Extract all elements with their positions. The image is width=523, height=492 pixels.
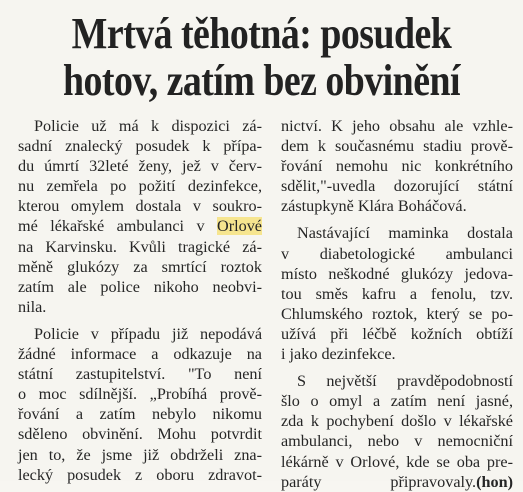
headline-line-1: Mrtvá těhotná: posudek [71,9,452,58]
paragraph-3 [281,116,513,216]
author-signature: (hon) [476,472,513,491]
text-line: kterou omylem dostala v soukro- [18,197,262,216]
highlighted-word: Orlové [217,217,262,236]
text-line: lecký posudek z oboru zdravot- [18,465,262,484]
text-line: užívá při léčbě kožních obtíží [281,324,513,343]
paragraph-2 [18,324,262,485]
paragraph-1 [18,116,262,317]
article-column-right [281,116,513,492]
text-line: řování a zatím nebylo nikomu [18,405,262,424]
text-line: na Karvinsku. Kvůli tragické zá- [18,237,262,256]
text-line: jen to, že jsme již obdrželi zna- [18,445,262,464]
text-line: ambulanci, nebo v nemocniční [281,432,513,451]
headline-line-2: hotov, zatím bez obvinění [62,56,461,105]
text-line: Policie už má k dispozici zá- [34,117,262,135]
text-line: sadní znalecký posudek k přípa- [18,137,262,156]
text-line [18,216,262,236]
text-line: dem k současnému stadiu prově- [281,137,513,156]
text-line: nu zemřela po požití dezinfekce, [18,177,262,196]
article-column-left [18,116,262,485]
text-line: šlo o omyl a zatím není jasné, [281,392,513,411]
text-line: Chlumského roztok, který se po- [281,304,513,323]
text-line: zástupkyně Klára Boháčová. [281,197,467,216]
text-fragment: mé lékařské ambulanci v [18,217,218,236]
text-line: Policie v případu již nepodává [34,324,262,343]
text-line: řování nemohu nic konkrétního [281,157,513,176]
text-line: Nastávající maminka dostala [297,224,513,243]
text-line: S největší pravděpodobností [297,372,513,391]
text-line: místo neškodné glukózy jedova- [281,264,513,283]
headline [43,10,479,104]
paragraph-5 [281,371,513,492]
text-line: du úmrtí 32leté ženy, jež v červ- [18,157,262,176]
text-line: o moc sdílnější. „Probíhá prově- [18,385,262,404]
text-line: i jako dezinfekce. [281,345,396,364]
text-line: sděleno obvinění. Mohu potvrdit [18,425,262,444]
paragraph-4 [281,223,513,364]
text-line: tou směs kafru a fenolu, tzv. [281,284,513,303]
text-line: měně glukózy za smrtící roztok [18,257,262,276]
text-line: státní zastupitelství. "To není [18,365,262,384]
text-line: lékárně v Orlové, kde se oba pre- [281,452,513,471]
text-line: zda k pochybení došlo v lékařské [281,412,513,431]
text-line: nictví. K jeho obsahu ale vzhle- [281,117,513,135]
text-line: nila. [18,297,47,316]
text-line: v diabetologické ambulanci [281,244,513,263]
text-fragment: paráty připravovaly. [281,472,477,491]
text-line [281,472,513,492]
text-line: zatím ale police nikoho neobvi- [18,277,262,296]
text-line: žádné informace a odkazuje na [18,345,262,364]
text-line: sdělit,"-uvedla dozorující státní [281,177,513,196]
